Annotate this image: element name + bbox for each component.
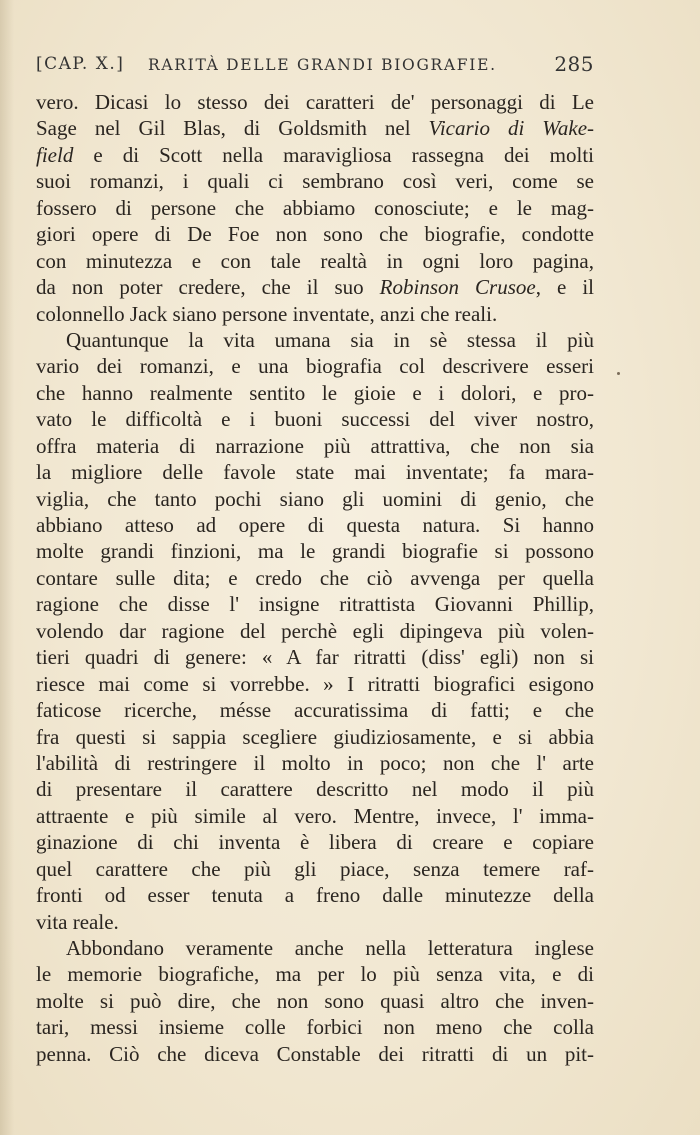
running-header [36, 54, 594, 84]
text-segment: abbiano atteso ad opere di questa natura. Si hanno [36, 513, 594, 537]
text-line [36, 380, 594, 406]
text-line [36, 459, 594, 485]
text-line [36, 168, 594, 194]
text-line [36, 618, 594, 644]
italic-title: field [36, 142, 74, 167]
text-segment: tieri quadri di genere: « A far ritratti (diss' egli) non si [36, 645, 594, 670]
text-line [36, 115, 594, 141]
text-segment: ginazione di chi inventa è libera di creare e copiare [36, 830, 594, 855]
text-line [36, 221, 594, 247]
text-segment: quel carattere che più gli piace, senza temere raf- [36, 856, 594, 881]
text-segment: penna. Ciò che diceva Constable dei ritratti di un pit- [36, 1041, 594, 1066]
text-line [36, 301, 594, 327]
text-segment: Abbondano veramente anche nella letteratura inglese [66, 936, 594, 960]
text-segment: le memorie biografiche, ma per lo più senza vita, e di [36, 962, 594, 987]
text-line [36, 512, 594, 538]
print-speck [617, 372, 620, 375]
text-segment: che hanno realmente sentito le gioie e i dolori, e pro- [36, 380, 594, 405]
text-line [36, 909, 594, 935]
text-line [36, 697, 594, 723]
text-line [36, 1041, 594, 1067]
text-line [36, 671, 594, 697]
text-line [36, 538, 594, 564]
text-line [36, 406, 594, 432]
text-segment: Quantunque la vita umana sia in sè stessa il più [66, 327, 594, 352]
running-title: RARITÀ DELLE GRANDI BIOGRAFIE. [148, 56, 497, 74]
text-line [36, 935, 594, 961]
text-segment: attraente e più simile al vero. Mentre, invece, l' imma- [36, 803, 594, 828]
text-segment: fra questi si sappia scegliere giudiziosamente, e si abbia [36, 724, 594, 749]
text-segment: viglia, che tanto pochi siano gli uomini di genio, che [36, 486, 594, 511]
text-segment: e di Scott nella maravigliosa rassegna dei molti [73, 142, 594, 167]
text-segment: vato le difficoltà e i buoni successi del viver nostro, [36, 407, 594, 432]
text-segment: colonnello Jack siano persone inventate, anzi che reali. [36, 301, 498, 326]
text-line [36, 856, 594, 882]
chapter-label: [CAP. X.] [36, 54, 125, 74]
text-segment: l'abilità di restringere il molto in poco; non che l' arte [36, 750, 594, 775]
text-segment: vario dei romanzi, e una biografia col descrivere esseri [36, 354, 594, 379]
text-segment: offra materia di narrazione più attrattiva, che non sia [36, 433, 594, 458]
text-line [36, 565, 594, 591]
text-line [36, 486, 594, 512]
text-segment: giori opere di De Foe non sono che biografie, condotte [36, 222, 594, 247]
text-line [36, 1014, 594, 1040]
text-segment: la migliore delle favole state mai inventate; fa mara- [36, 460, 594, 485]
text-line [36, 433, 594, 459]
text-segment: con minutezza e con tale realtà in ogni loro pagina, [36, 248, 594, 273]
text-segment: riesce mai come si vorrebbe. » I ritratti biografici esigono [36, 671, 594, 696]
text-line [36, 803, 594, 829]
text-segment: da non poter credere, che il suo [36, 275, 380, 300]
text-line [36, 274, 594, 300]
text-segment: fronti od esser tenuta a freno dalle minutezze della [36, 883, 594, 908]
text-segment: volendo dar ragione del perchè egli dipingeva più volen- [36, 618, 594, 643]
text-segment: di presentare il carattere descritto nel modo il più [36, 777, 594, 802]
text-line [36, 988, 594, 1014]
text-segment: suoi romanzi, i quali ci sembrano così veri, come se [36, 169, 594, 194]
text-segment: fossero di persone che abbiamo conosciute; e le mag- [36, 195, 594, 220]
text-segment: molte grandi finzioni, ma le grandi biografie si possono [36, 539, 594, 564]
page-edge-shadow [0, 0, 14, 1135]
text-line [36, 644, 594, 670]
text-line [36, 750, 594, 776]
text-segment: Sage nel Gil Blas, di Goldsmith nel [36, 116, 429, 141]
text-line [36, 724, 594, 750]
text-line [36, 353, 594, 379]
text-line [36, 591, 594, 617]
text-segment: contare sulle dita; e credo che ciò avvenga per quella [36, 565, 594, 590]
text-line [36, 961, 594, 987]
text-segment: ragione che disse l' insigne ritrattista Giovanni Phillip, [36, 592, 594, 617]
text-line [36, 195, 594, 221]
text-line [36, 882, 594, 908]
text-line [36, 327, 594, 353]
text-line [36, 829, 594, 855]
text-segment: vero. Dicasi lo stesso dei caratteri de' personaggi di Le [36, 90, 594, 114]
body-text [36, 89, 594, 1067]
text-line [36, 142, 594, 168]
text-segment: , e il [535, 275, 594, 300]
text-segment: faticose ricerche, mésse accuratissima di fatti; e che [36, 698, 594, 723]
text-line [36, 248, 594, 274]
text-line [36, 89, 594, 115]
page-number: 285 [554, 52, 594, 76]
text-line [36, 776, 594, 802]
text-segment: vita reale. [36, 909, 119, 934]
text-segment: tari, messi insieme colle forbici non meno che colla [36, 1015, 594, 1040]
text-segment: molte si può dire, che non sono quasi altro che inven- [36, 988, 594, 1013]
italic-title: Vicario di Wake- [428, 116, 595, 141]
italic-title: Robinson Crusoe [379, 275, 536, 300]
